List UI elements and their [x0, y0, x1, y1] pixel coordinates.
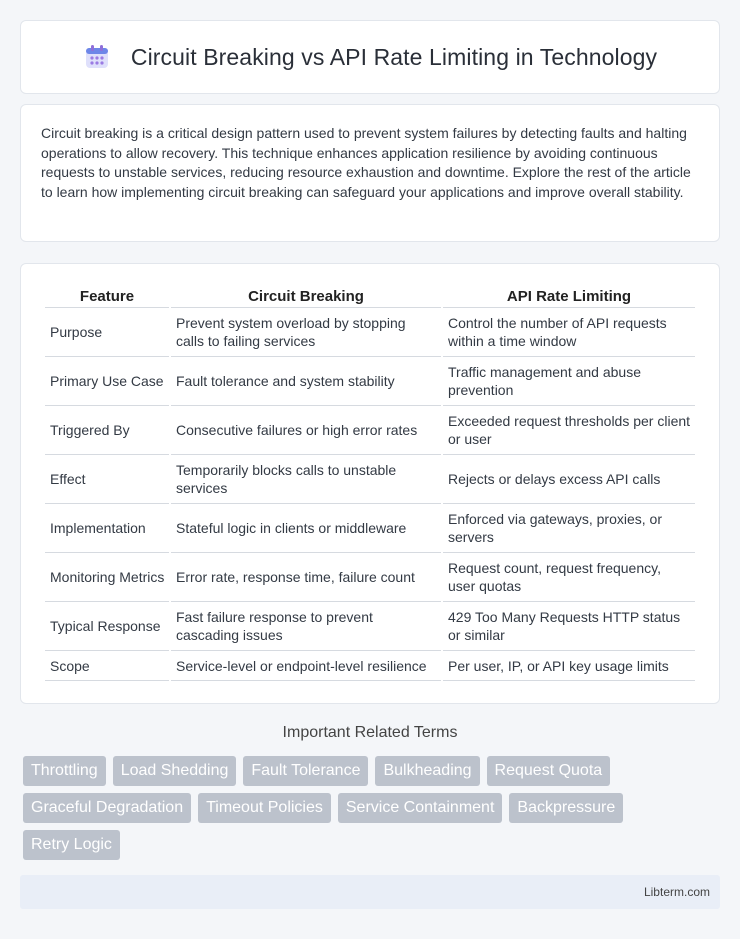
cell-circuit-breaking: Fault tolerance and system stability [171, 357, 441, 406]
footer-brand[interactable]: Libterm.com [643, 885, 710, 899]
table-header-row [45, 284, 695, 308]
cell-circuit-breaking: Prevent system overload by stopping calls to failing services [171, 308, 441, 357]
calendar-icon [83, 43, 111, 71]
related-terms-section [20, 724, 720, 860]
cell-feature: Effect [45, 455, 169, 504]
cell-feature: Purpose [45, 308, 169, 357]
cell-feature: Scope [45, 651, 169, 681]
table-row [45, 553, 695, 602]
cell-feature: Triggered By [45, 406, 169, 455]
cell-circuit-breaking: Stateful logic in clients or middleware [171, 504, 441, 553]
page-title: Circuit Breaking vs API Rate Limiting in Technology [130, 43, 658, 70]
related-term-tag[interactable]: Backpressure [509, 793, 623, 823]
related-term-tag[interactable]: Retry Logic [23, 830, 120, 860]
related-terms-tags [20, 756, 720, 860]
table-row [45, 504, 695, 553]
header-api-rate-limiting: API Rate Limiting [443, 284, 695, 308]
cell-api-rate-limiting: Enforced via gateways, proxies, or servers [443, 504, 695, 553]
cell-api-rate-limiting: Control the number of API requests within a time window [443, 308, 695, 357]
comparison-table-card [20, 263, 720, 704]
related-term-tag[interactable]: Request Quota [487, 756, 611, 786]
intro-card [20, 104, 720, 242]
related-term-tag[interactable]: Timeout Policies [198, 793, 331, 823]
table-row [45, 455, 695, 504]
cell-feature: Typical Response [45, 602, 169, 651]
cell-circuit-breaking: Error rate, response time, failure count [171, 553, 441, 602]
table-row [45, 406, 695, 455]
table-row [45, 308, 695, 357]
footer [20, 875, 720, 909]
cell-circuit-breaking: Fast failure response to prevent cascading issues [171, 602, 441, 651]
related-terms-title: Important Related Terms [282, 724, 458, 741]
table-row [45, 602, 695, 651]
cell-api-rate-limiting: Traffic management and abuse prevention [443, 357, 695, 406]
related-term-tag[interactable]: Load Shedding [113, 756, 237, 786]
cell-api-rate-limiting: 429 Too Many Requests HTTP status or similar [443, 602, 695, 651]
cell-circuit-breaking: Temporarily blocks calls to unstable services [171, 455, 441, 504]
cell-feature: Primary Use Case [45, 357, 169, 406]
header-card [20, 20, 720, 94]
related-term-tag[interactable]: Graceful Degradation [23, 793, 191, 823]
cell-api-rate-limiting: Exceeded request thresholds per client or user [443, 406, 695, 455]
table-row [45, 651, 695, 681]
comparison-table [43, 284, 697, 681]
intro-text: Circuit breaking is a critical design pattern used to prevent system failures by detecting faults and halting operations to allow recovery. This technique enhances application resilience by avoiding continuous requests to unstable services, reducing resource exhaustion and downtime. Explore the rest of the article to learn how implementing circuit breaking can safeguard your applications and improve overall stability. [41, 125, 691, 200]
cell-api-rate-limiting: Per user, IP, or API key usage limits [443, 651, 695, 681]
table-row [45, 357, 695, 406]
cell-api-rate-limiting: Rejects or delays excess API calls [443, 455, 695, 504]
related-term-tag[interactable]: Bulkheading [375, 756, 479, 786]
related-term-tag[interactable]: Throttling [23, 756, 106, 786]
cell-feature: Monitoring Metrics [45, 553, 169, 602]
cell-circuit-breaking: Service-level or endpoint-level resilience [171, 651, 441, 681]
cell-circuit-breaking: Consecutive failures or high error rates [171, 406, 441, 455]
cell-api-rate-limiting: Request count, request frequency, user quotas [443, 553, 695, 602]
header-feature: Feature [45, 284, 169, 308]
related-term-tag[interactable]: Fault Tolerance [243, 756, 368, 786]
cell-feature: Implementation [45, 504, 169, 553]
related-term-tag[interactable]: Service Containment [338, 793, 503, 823]
header-circuit-breaking: Circuit Breaking [171, 284, 441, 308]
